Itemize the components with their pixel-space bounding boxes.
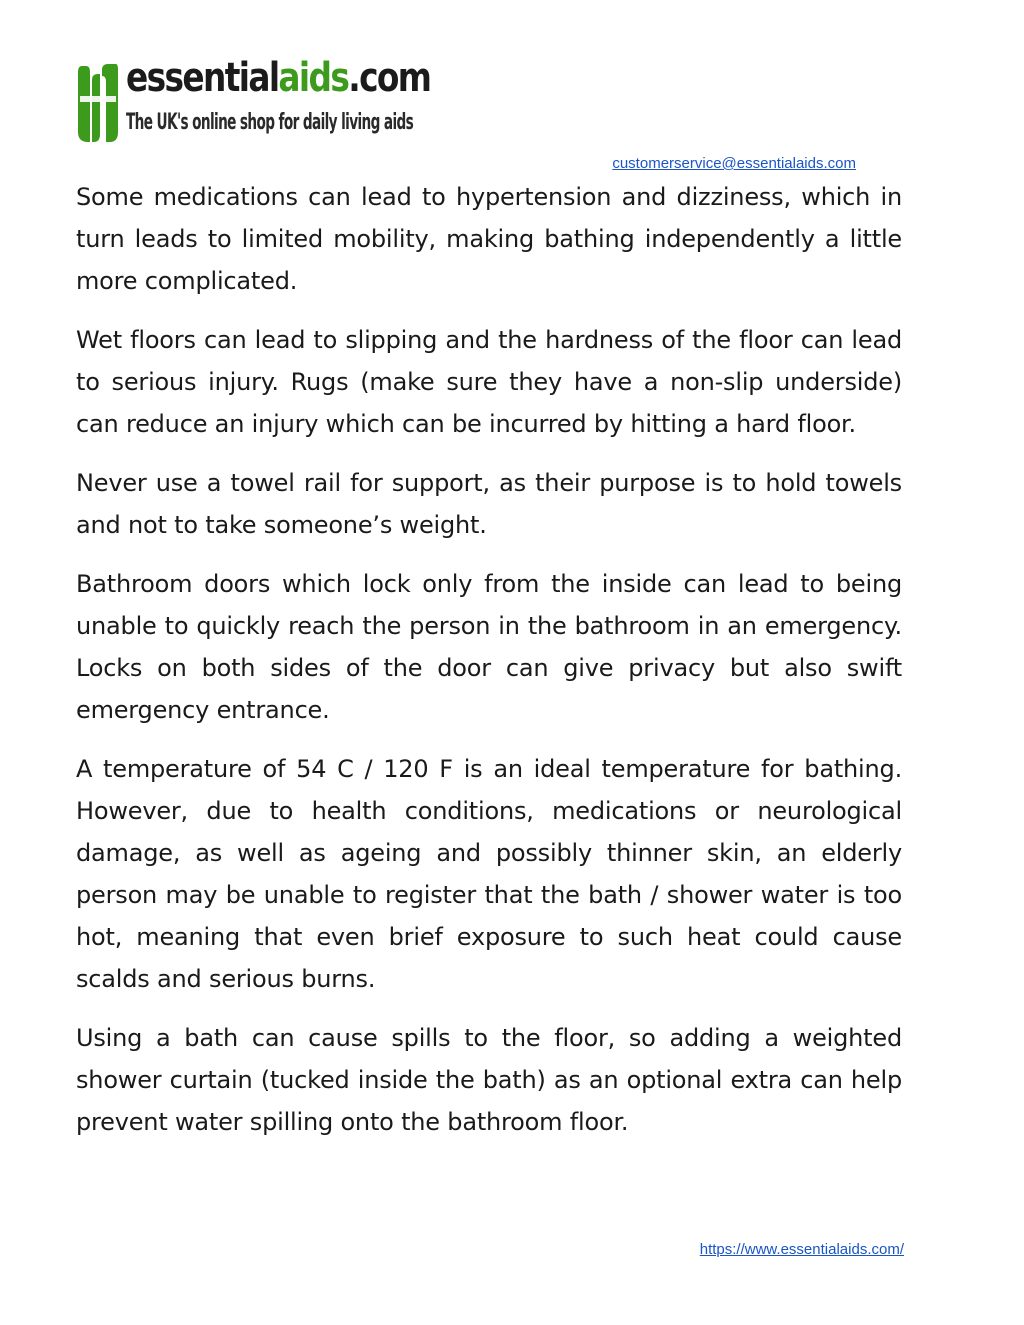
customer-service-email-link[interactable]: customerservice@essentialaids.com <box>612 155 856 172</box>
paragraph-bathroom-doors: Bathroom doors which lock only from the inside can lead to being unable to quickly reach the person in the bathroom in an emergency. Locks on both sides of the door can give privacy but also swift emergency entrance. <box>76 570 902 724</box>
logo-tagline: The UK's online shop for daily living aids <box>126 110 414 135</box>
website-url-link[interactable]: https://www.essentialaids.com/ <box>699 1241 904 1258</box>
site-logo[interactable] <box>76 55 431 166</box>
paragraph-wet-floors: Wet floors can lead to slipping and the hardness of the floor can lead to serious injury. Rugs (make sure they have a non-slip underside) can reduce an injury which can be incurred by hitting a hard floor. <box>76 326 902 438</box>
logo-brand-prefix: essential <box>126 55 279 101</box>
paragraph-temperature: A temperature of 54 C / 120 F is an ideal temperature for bathing. However, due to health conditions, medications or neurological damage, as well as ageing and possibly thinner skin, an elderly person may be unable to register that the bath / shower water is too hot, meaning that even brief exposure to such heat could cause scalds and serious burns. <box>76 755 902 993</box>
essentialaids-logo-icon <box>76 62 120 146</box>
paragraph-medications: Some medications can lead to hypertension and dizziness, which in turn leads to limited mobility, making bathing independently a little more complicated. <box>76 183 902 295</box>
paragraph-bath-spills: Using a bath can cause spills to the floor, so adding a weighted shower curtain (tucked inside the bath) as an optional extra can help prevent water spilling onto the bathroom floor. <box>76 1024 902 1136</box>
document-body <box>76 176 902 1160</box>
logo-brand-accent: aids <box>278 55 349 101</box>
logo-wordmark <box>126 55 431 101</box>
logo-brand-suffix: .com <box>348 55 431 101</box>
paragraph-towel-rail: Never use a towel rail for support, as their purpose is to hold towels and not to take someone’s weight. <box>76 469 902 539</box>
